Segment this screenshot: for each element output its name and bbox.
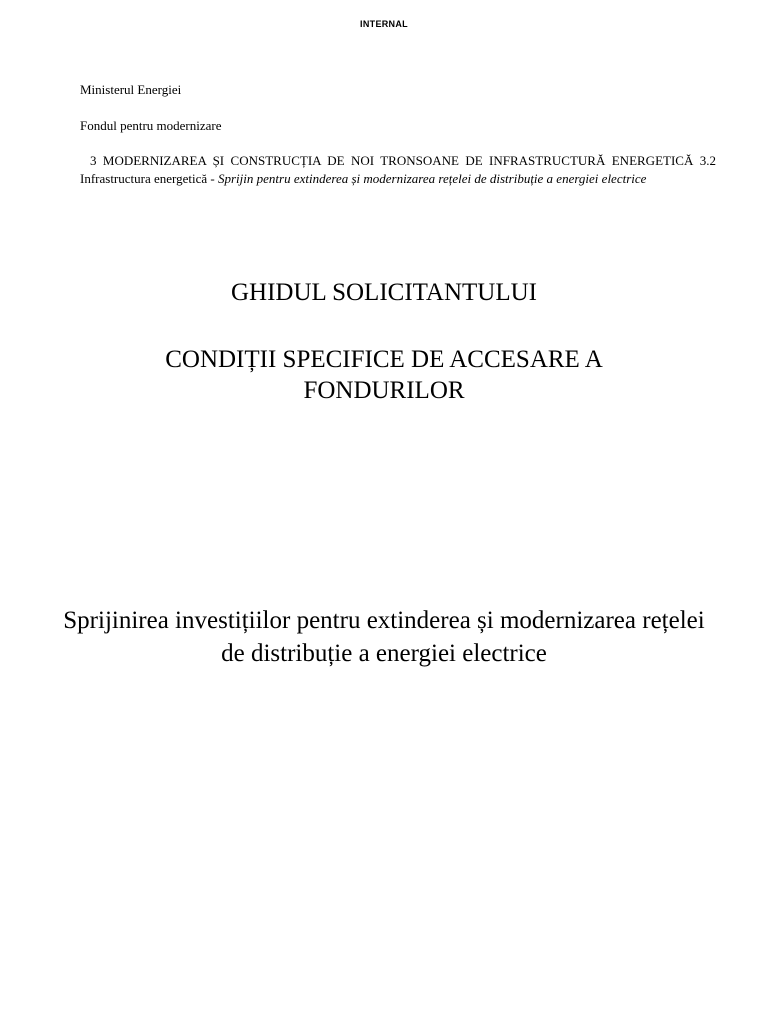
measure-italic-text: Sprijin pentru extinderea și modernizarea rețelei de distribuție a energiei electrice	[218, 171, 647, 186]
fund-name: Fondul pentru modernizare	[80, 118, 222, 133]
document-subject: Sprijinirea investițiilor pentru extinderea și modernizarea rețelei de distribuție a energiei electrice	[63, 607, 705, 667]
measure-description	[80, 152, 716, 188]
document-title: GHIDUL SOLICITANTULUI	[230, 279, 538, 306]
ministry-name: Ministerul Energiei	[80, 82, 182, 97]
measure-code-text: 3 MODERNIZAREA ȘI CONSTRUCȚIA DE NOI TRONSOANE DE INFRASTRUCTURĂ ENERGETICĂ 3.2 Infrastructura energetică -	[80, 153, 716, 186]
document-subtitle: CONDIȚII SPECIFICE DE ACCESARE A FONDURILOR	[165, 346, 603, 404]
classification-label: INTERNAL	[360, 19, 408, 29]
